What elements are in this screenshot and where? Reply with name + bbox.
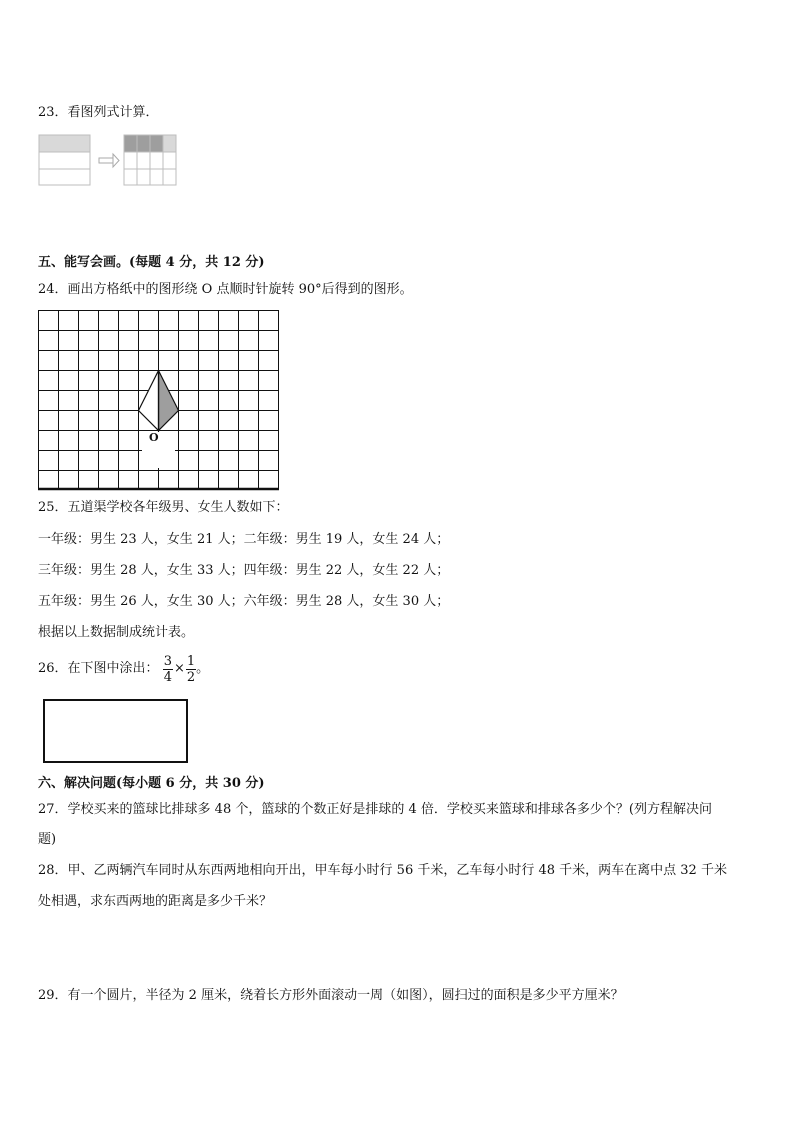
question-29-text: 29．有一个圆片，半径为 2 厘米，绕着长方形外面滚动一周（如图），圆扫过的面积是多少平方厘米？ <box>38 988 624 1003</box>
question-28-line-1: 28．甲、乙两辆汽车同时从东西两地相向开出，甲车每小时行 56 千米，乙车每小时行 48 千米，两车在离中点 32 千米 <box>38 863 727 878</box>
section-6-title: 六、解决问题(每小题 6 分，共 30 分) <box>38 776 265 791</box>
left-bar-diagram <box>39 135 90 185</box>
question-23-text: 23．看图列式计算． <box>38 105 159 120</box>
question-25-row-1: 一年级：男生 23 人，女生 21 人；二年级：男生 19 人，女生 24 人； <box>38 532 450 547</box>
fraction-one-half <box>186 654 196 685</box>
fraction-1-denominator: 4 <box>163 669 172 685</box>
question-25-instruction: 根据以上数据制成统计表。 <box>38 625 195 640</box>
question-25-row-2: 三年级：男生 28 人，女生 33 人；四年级：男生 22 人，女生 22 人； <box>38 563 450 578</box>
times-sign: × <box>173 661 185 676</box>
question-28-line-2: 处相遇，求东西两地的距离是多少千米？ <box>38 894 273 909</box>
question-25-row-3: 五年级：男生 26 人，女生 30 人；六年级：男生 28 人，女生 30 人； <box>38 594 450 609</box>
fraction-2-numerator: 1 <box>186 653 196 669</box>
question-26-suffix: 。 <box>196 661 210 676</box>
section-5-title: 五、能写会画。(每题 4 分，共 12 分) <box>38 255 265 270</box>
question-24-text: 24．画出方格纸中的图形绕 O 点顺时针旋转 90°后得到的图形。 <box>38 282 413 297</box>
point-o-label: O <box>149 431 159 444</box>
fraction-1-numerator: 3 <box>163 653 172 669</box>
question-23-figure <box>38 134 178 188</box>
question-26-prefix: 26．在下图中涂出： <box>38 661 159 676</box>
question-26-rectangle <box>43 699 188 763</box>
kite-shape <box>139 371 179 431</box>
fraction-2-denominator: 2 <box>186 669 196 685</box>
right-grid-diagram <box>124 135 176 185</box>
fraction-three-quarters <box>163 654 173 685</box>
question-25-intro: 25．五道渠学校各年级男、女生人数如下： <box>38 500 289 515</box>
question-27-line-1: 27．学校买来的篮球比排球多 48 个，篮球的个数正好是排球的 4 倍．学校买来篮球和排球各多少个？(列方程解决问 <box>38 802 712 817</box>
question-24-grid <box>38 308 282 492</box>
question-27-line-2: 题) <box>38 832 57 847</box>
question-26-text <box>38 651 209 687</box>
arrow-icon <box>99 154 119 167</box>
